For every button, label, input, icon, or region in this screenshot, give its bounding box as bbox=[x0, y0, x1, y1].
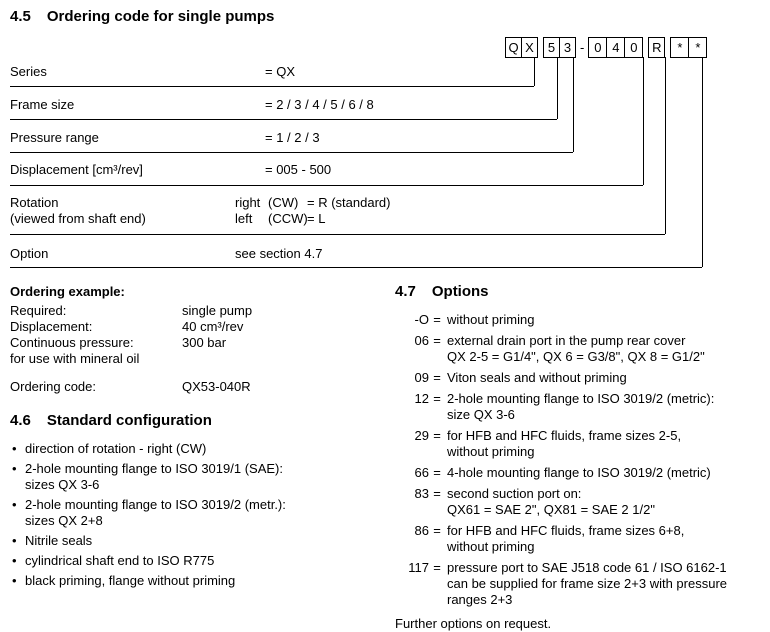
list-item bbox=[10, 573, 385, 589]
option-equals: = bbox=[433, 523, 441, 538]
rule-frame-size bbox=[10, 119, 557, 120]
example-row bbox=[10, 335, 385, 351]
rotation-right-mode: (CW) bbox=[268, 195, 299, 210]
connector-series bbox=[534, 57, 535, 86]
code-separator: - bbox=[580, 40, 585, 55]
option-text bbox=[443, 486, 655, 518]
option-line: external drain port in the pump rear cover bbox=[447, 333, 686, 348]
option-equals: = bbox=[433, 333, 441, 348]
code-char-box: 3 bbox=[559, 37, 576, 58]
row-label-series: Series bbox=[10, 64, 47, 79]
option-line: for HFB and HFC fluids, frame sizes 6+8, bbox=[447, 523, 685, 538]
option-line: without priming bbox=[447, 312, 535, 327]
row-value-displacement: = 005 - 500 bbox=[265, 162, 332, 177]
option-code: 83 bbox=[414, 486, 429, 501]
ordering-code-row bbox=[10, 379, 385, 395]
option-line: 4-hole mounting flange to ISO 3019/2 (metric) bbox=[447, 465, 711, 480]
code-group-frame-pressure bbox=[543, 37, 576, 58]
code-char-box: 5 bbox=[543, 37, 560, 58]
code-group-displacement bbox=[588, 37, 643, 58]
option-code: 09 bbox=[414, 370, 429, 385]
example-row bbox=[10, 319, 385, 335]
bullet-line: • Nitrile seals bbox=[25, 533, 93, 548]
option-item bbox=[395, 370, 763, 386]
row-value-option: see section 4.7 bbox=[235, 246, 323, 261]
list-item bbox=[10, 553, 385, 569]
option-code: 66 bbox=[414, 465, 429, 480]
row-label-frame-size: Frame size bbox=[10, 97, 75, 112]
example-row bbox=[10, 351, 385, 367]
bullet-line: sizes QX 2+8 bbox=[25, 513, 103, 528]
option-equals: = bbox=[433, 465, 441, 480]
option-line: without priming bbox=[447, 444, 535, 459]
rule-rotation bbox=[10, 234, 665, 235]
section-4-5-number: 4.5 bbox=[10, 8, 31, 25]
row-label-option: Option bbox=[10, 246, 49, 261]
example-row bbox=[10, 303, 385, 319]
ordering-code-value: QX53-040R bbox=[182, 379, 251, 394]
option-equals: = bbox=[433, 370, 441, 385]
rotation-left-value: = L bbox=[307, 211, 326, 226]
section-4-7-number: 4.7 bbox=[395, 283, 416, 300]
option-line: 2-hole mounting flange to ISO 3019/2 (metric): bbox=[447, 391, 715, 406]
option-item bbox=[395, 486, 763, 518]
option-equals: = bbox=[433, 486, 441, 501]
option-code: 29 bbox=[414, 428, 429, 443]
row-label-pressure-range: Pressure range bbox=[10, 130, 99, 145]
option-text bbox=[443, 523, 684, 555]
rotation-left-dir: left bbox=[235, 211, 253, 226]
right-column bbox=[395, 284, 763, 632]
option-code: 86 bbox=[414, 523, 429, 538]
rule-displacement bbox=[10, 185, 643, 186]
option-code: -O bbox=[414, 312, 429, 327]
option-line: without priming bbox=[447, 539, 535, 554]
list-item bbox=[10, 497, 385, 529]
standard-configuration-list bbox=[10, 441, 385, 589]
option-text bbox=[443, 465, 711, 481]
connector-frame-size bbox=[557, 57, 558, 119]
row-label-displacement: Displacement [cm³/rev] bbox=[10, 162, 143, 177]
code-char-box: 4 bbox=[606, 37, 625, 58]
code-char-box: 0 bbox=[588, 37, 607, 58]
ordering-code bbox=[505, 37, 707, 58]
option-line: QX 2-5 = G1/4", QX 6 = G3/8", QX 8 = G1/2" bbox=[447, 349, 705, 364]
ordering-code-label: Ordering code: bbox=[10, 379, 96, 394]
list-item bbox=[10, 441, 385, 457]
option-line: size QX 3-6 bbox=[447, 407, 515, 422]
option-line: pressure port to SAE J518 code 61 / ISO 6162-1 bbox=[447, 560, 727, 575]
section-4-5-title: Ordering code for single pumps bbox=[46, 8, 275, 25]
connector-pressure-range bbox=[573, 57, 574, 152]
section-4-6-number: 4.6 bbox=[10, 412, 31, 429]
example-value: 300 bar bbox=[182, 335, 227, 350]
option-text bbox=[443, 560, 727, 608]
bullet-line: sizes QX 3-6 bbox=[25, 477, 100, 492]
bullet-line: • black priming, flange without priming bbox=[25, 573, 236, 588]
option-line: second suction port on: bbox=[447, 486, 582, 501]
bullet-line: • cylindrical shaft end to ISO R775 bbox=[25, 553, 215, 568]
example-label: Required: bbox=[10, 303, 67, 318]
code-char-box: * bbox=[670, 37, 689, 58]
example-label: Displacement: bbox=[10, 319, 93, 334]
option-equals: = bbox=[433, 428, 441, 443]
option-item bbox=[395, 391, 763, 423]
option-equals: = bbox=[433, 560, 441, 575]
code-char-box: Q bbox=[505, 37, 522, 58]
row-value-pressure-range: = 1 / 2 / 3 bbox=[265, 130, 320, 145]
option-item bbox=[395, 523, 763, 555]
row-label-rotation: Rotation bbox=[10, 195, 59, 210]
option-text bbox=[443, 312, 534, 328]
section-4-6-heading bbox=[10, 413, 385, 429]
option-equals: = bbox=[433, 312, 441, 327]
option-equals: = bbox=[433, 391, 441, 406]
example-value: single pump bbox=[182, 303, 253, 318]
option-item bbox=[395, 312, 763, 328]
option-item bbox=[395, 465, 763, 481]
options-footer: Further options on request. bbox=[395, 616, 552, 631]
option-line: Viton seals and without priming bbox=[447, 370, 627, 385]
connector-rotation bbox=[665, 57, 666, 234]
option-item bbox=[395, 428, 763, 460]
option-code: 12 bbox=[414, 391, 429, 406]
rule-option bbox=[10, 267, 702, 268]
option-line: for HFB and HFC fluids, frame sizes 2-5, bbox=[447, 428, 682, 443]
code-char-box: X bbox=[521, 37, 538, 58]
left-column bbox=[10, 284, 385, 593]
row-value-frame-size: = 2 / 3 / 4 / 5 / 6 / 8 bbox=[265, 97, 374, 112]
code-group-series bbox=[505, 37, 538, 58]
option-line: can be supplied for frame size 2+3 with pressure bbox=[447, 576, 728, 591]
example-label: for use with mineral oil bbox=[10, 351, 140, 366]
bullet-line: • 2-hole mounting flange to ISO 3019/1 (SAE): bbox=[25, 461, 283, 476]
option-code: 117 bbox=[408, 560, 429, 575]
option-item bbox=[395, 560, 763, 608]
option-text bbox=[443, 391, 714, 423]
option-code: 06 bbox=[414, 333, 429, 348]
section-4-7-heading bbox=[395, 284, 763, 300]
option-text bbox=[443, 333, 705, 365]
option-text bbox=[443, 428, 681, 460]
list-item bbox=[10, 533, 385, 549]
code-char-box: R bbox=[648, 37, 665, 58]
connector-displacement bbox=[643, 57, 644, 185]
rotation-right-dir: right bbox=[235, 195, 261, 210]
code-char-box: * bbox=[688, 37, 707, 58]
bullet-line: • direction of rotation - right (CW) bbox=[25, 441, 207, 456]
example-label: Continuous pressure: bbox=[10, 335, 134, 350]
bullet-line: • 2-hole mounting flange to ISO 3019/2 (metr.): bbox=[25, 497, 286, 512]
rule-pressure-range bbox=[10, 152, 573, 153]
rule-series bbox=[10, 86, 534, 87]
rotation-left-mode: (CCW) bbox=[268, 211, 308, 226]
row-value-series: = QX bbox=[265, 64, 295, 79]
section-4-7-title: Options bbox=[431, 283, 489, 300]
example-value: 40 cm³/rev bbox=[182, 319, 244, 334]
list-item bbox=[10, 461, 385, 493]
section-4-5-heading bbox=[10, 8, 274, 25]
code-group-option bbox=[670, 37, 707, 58]
connector-option bbox=[702, 57, 703, 267]
row-sublabel-rotation: (viewed from shaft end) bbox=[10, 211, 146, 226]
option-text bbox=[443, 370, 627, 386]
rotation-right-value: = R (standard) bbox=[307, 195, 391, 210]
option-line: ranges 2+3 bbox=[447, 592, 513, 607]
section-4-6-title: Standard configuration bbox=[46, 412, 212, 429]
option-line: QX61 = SAE 2", QX81 = SAE 2 1/2" bbox=[447, 502, 655, 517]
option-item bbox=[395, 333, 763, 365]
code-char-box: 0 bbox=[624, 37, 643, 58]
ordering-example-heading: Ordering example: bbox=[10, 284, 125, 299]
code-group-rotation bbox=[648, 37, 665, 58]
